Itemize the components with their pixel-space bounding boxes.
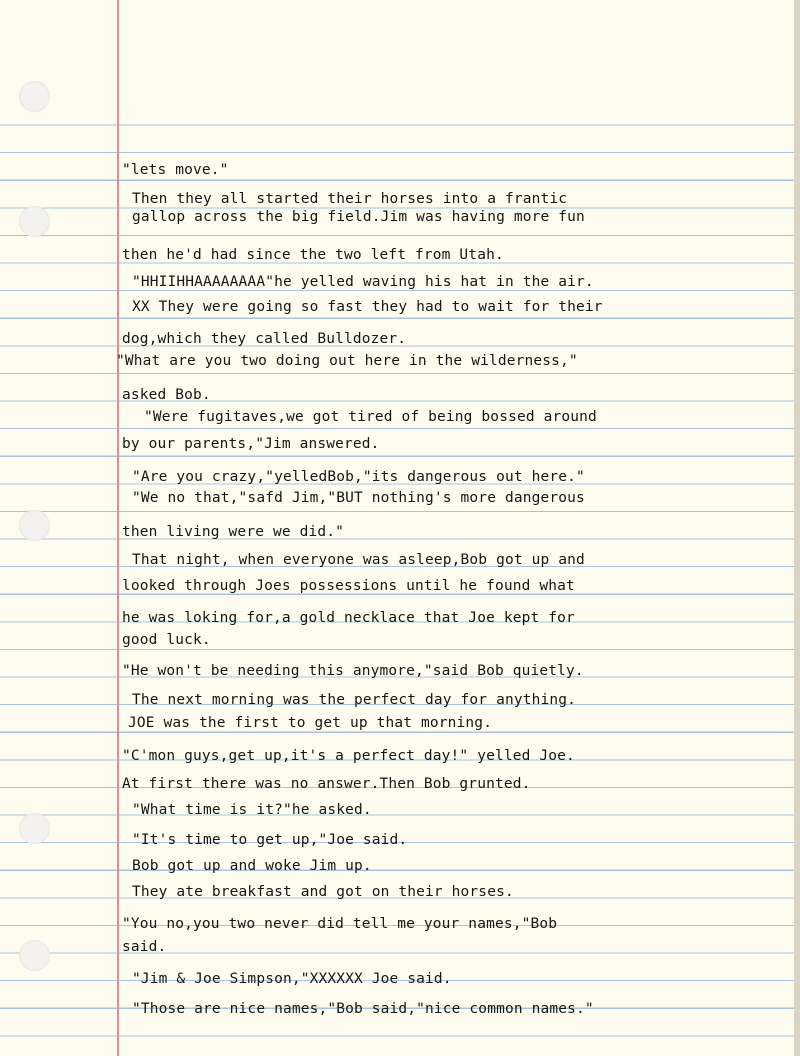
binder-hole	[19, 940, 50, 971]
typed-line: "What are you two doing out here in the wilderness,"	[116, 353, 578, 369]
typed-line: "C'mon guys,get up,it's a perfect day!" yelled Joe.	[122, 748, 575, 764]
typed-line: XX They were going so fast they had to wait for their	[132, 299, 603, 315]
typed-line: by our parents,"Jim answered.	[122, 436, 380, 452]
typed-line: looked through Joes possessions until he found what	[122, 578, 575, 594]
typed-line: Bob got up and woke Jim up.	[132, 858, 372, 874]
typed-line: "lets move."	[122, 162, 229, 178]
typed-line: "Those are nice names,"Bob said,"nice common names."	[132, 1001, 594, 1017]
typed-line: The next morning was the perfect day for anything.	[132, 692, 576, 708]
typed-line: then living were we did."	[122, 524, 344, 540]
typed-line: then he'd had since the two left from Utah.	[122, 247, 504, 263]
typed-line: Then they all started their horses into a frantic	[132, 191, 568, 207]
page-edge	[794, 0, 800, 1056]
binder-hole	[19, 206, 50, 237]
typed-line: "HHIIHHAAAAAAAA"he yelled waving his hat in the air.	[132, 274, 594, 290]
red-margin-line	[117, 0, 119, 1056]
typed-line: gallop across the big field.Jim was having more fun	[132, 209, 585, 225]
binder-hole	[19, 813, 50, 844]
typed-line: They ate breakfast and got on their horses.	[132, 884, 514, 900]
typed-line: he was loking for,a gold necklace that Joe kept for	[122, 610, 575, 626]
typed-line: "We no that,"safd Jim,"BUT nothing's more dangerous	[132, 490, 585, 506]
typed-line: dog,which they called Bulldozer.	[122, 331, 407, 347]
typed-line: That night, when everyone was asleep,Bob got up and	[132, 552, 585, 568]
typed-line: "He won't be needing this anymore,"said Bob quietly.	[122, 663, 584, 679]
binder-hole	[19, 81, 50, 112]
typed-line: "Were fugitaves,we got tired of being bossed around	[144, 409, 597, 425]
typed-line: JOE was the first to get up that morning.	[128, 715, 493, 731]
typed-line: said.	[122, 939, 167, 955]
typed-line: good luck.	[122, 632, 211, 648]
typed-line: At first there was no answer.Then Bob grunted.	[122, 776, 531, 792]
typed-line: "Jim & Joe Simpson,"XXXXXX Joe said.	[132, 971, 452, 987]
typed-line: "It's time to get up,"Joe said.	[132, 832, 408, 848]
typed-line: asked Bob.	[122, 387, 211, 403]
typed-line: "You no,you two never did tell me your names,"Bob	[122, 916, 558, 932]
typed-line: "What time is it?"he asked.	[132, 802, 372, 818]
typed-line: "Are you crazy,"yelledBob,"its dangerous out here."	[132, 469, 585, 485]
binder-hole	[19, 510, 50, 541]
